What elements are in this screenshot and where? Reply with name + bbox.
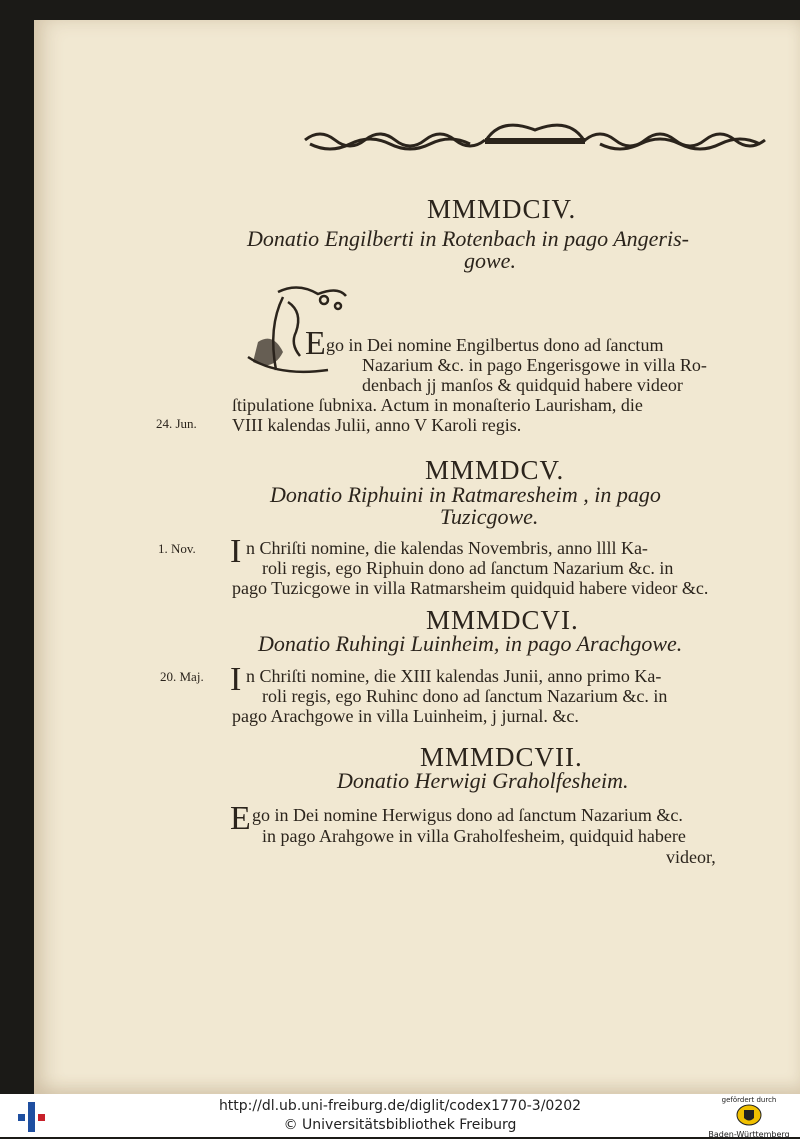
text-line: go in Dei nomine Herwigus dono ad ſanctum Nazarium &c. <box>252 805 683 825</box>
section-title-cont: gowe. <box>464 248 516 273</box>
text-line: in pago Arahgowe in villa Graholfesheim, quidquid habere <box>262 826 686 846</box>
ornament-header-icon <box>300 120 770 160</box>
text-line: roli regis, ego Ruhinc dono ad ſanctum Nazarium &c. in <box>262 686 668 706</box>
section-number: MMMDCIV. <box>427 194 577 224</box>
section-title: Donatio Riphuini in Ratmaresheim , in pago <box>270 482 661 507</box>
section-number: MMMDCV. <box>425 455 565 485</box>
drop-cap: I <box>230 661 242 698</box>
text-line: go in Dei nomine Engilbertus dono ad ſanctum <box>326 335 664 355</box>
text-line: denbach jj manſos & quidquid habere videor <box>362 375 683 395</box>
text-line: VIII kalendas Julii, anno V Karoli regis. <box>232 415 522 435</box>
decorated-initial-icon <box>228 282 358 382</box>
section-title: Donatio Engilberti in Rotenbach in pago Angeris- <box>247 226 689 251</box>
drop-cap: I <box>230 533 242 570</box>
margin-date: 1. Nov. <box>158 541 196 556</box>
footer-url[interactable]: http://dl.ub.uni-freiburg.de/diglit/codex1770-3/0202 <box>218 1098 582 1114</box>
state-seal-icon <box>736 1104 762 1126</box>
section-title: Donatio Herwigi Graholfesheim. <box>337 768 629 793</box>
margin-date: 20. Maj. <box>160 669 204 684</box>
sponsor-block <box>704 1096 794 1139</box>
text-line: n Chriſti nomine, die kalendas Novembris, anno llll Ka- <box>246 538 648 558</box>
sponsor-label: gefördert durch <box>721 1096 777 1104</box>
text-line: ſtipulatione ſubnixa. Actum in monaſterio Laurisham, die <box>232 395 643 415</box>
section-number: MMMDCVII. <box>420 742 583 772</box>
text-line: videor, <box>666 847 716 867</box>
section-number: MMMDCVI. <box>426 605 579 635</box>
margin-date: 24. Jun. <box>156 416 197 431</box>
footer-bar <box>0 1094 800 1137</box>
drop-cap: E <box>305 325 326 362</box>
drop-cap: E <box>230 800 251 837</box>
sponsor-name: Baden-Württemberg <box>708 1130 790 1139</box>
text-line: pago Tuzicgowe in villa Ratmarsheim quidquid habere videor &c. <box>232 578 709 598</box>
section-title: Donatio Ruhingi Luinheim, in pago Arachgowe. <box>258 631 683 656</box>
text-line: Nazarium &c. in pago Engerisgowe in villa Ro- <box>362 355 707 375</box>
section-title-cont: Tuzicgowe. <box>440 504 539 529</box>
text-line: n Chriſti nomine, die XIII kalendas Junii, anno primo Ka- <box>246 666 662 686</box>
text-line: pago Arachgowe in villa Luinheim, j jurnal. &c. <box>232 706 579 726</box>
footer-copyright: © Universitätsbibliothek Freiburg <box>283 1117 517 1133</box>
text-line: roli regis, ego Riphuin dono ad ſanctum Nazarium &c. in <box>262 558 674 578</box>
